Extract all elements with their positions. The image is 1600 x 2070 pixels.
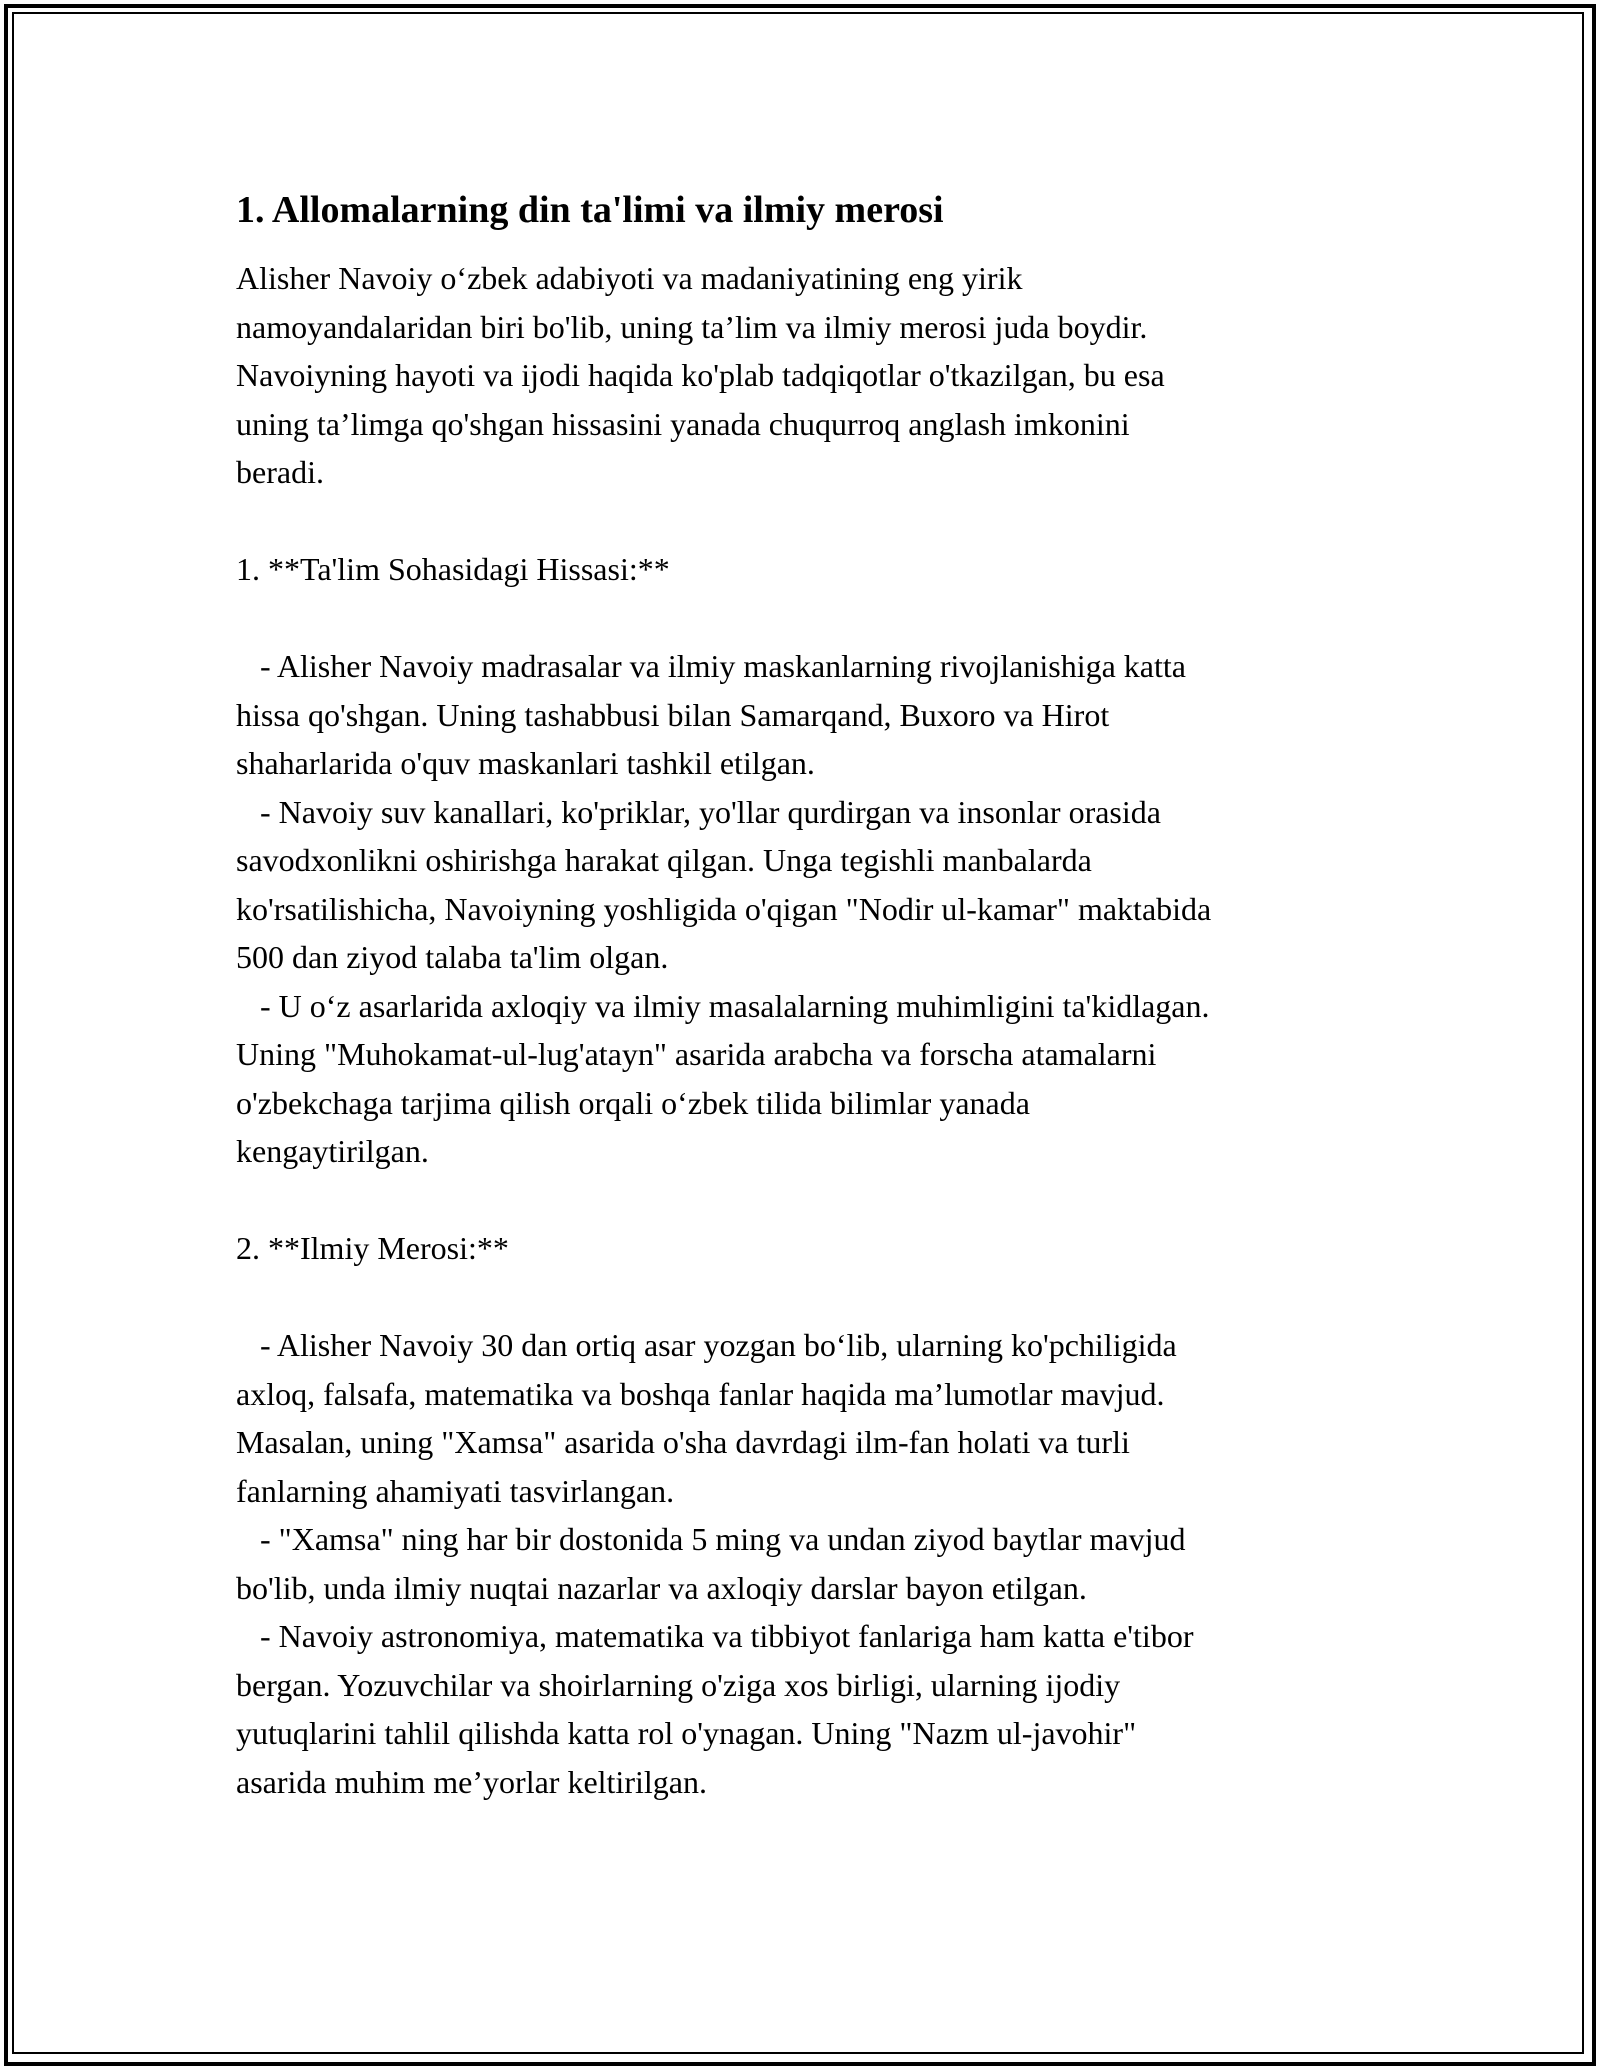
heritage-bullet-1: - Alisher Navoiy 30 dan ortiq asar yozgan bo‘lib, ularning ko'pchiligida axloq, falsafa, matematika va boshqa fanlar haqida ma’lumotlar mavjud. Masalan, uning "Xamsa" asarida o'sha davrdagi ilm-fan holati va turli fanlarning ahamiyati tasvirlangan.	[236, 1327, 1177, 1509]
blank-line	[236, 1273, 1376, 1322]
section-heading-education: 1. **Ta'lim Sohasidagi Hissasi:**	[236, 551, 670, 587]
heritage-bullet-2: - "Xamsa" ning har bir dostonida 5 ming va undan ziyod baytlar mavjud bo'lib, unda ilmiy nuqtai nazarlar va axloqiy darslar bayon etilgan.	[236, 1521, 1186, 1606]
blank-line	[236, 497, 1376, 546]
section-heading-heritage: 2. **Ilmiy Merosi:**	[236, 1230, 509, 1266]
document-body	[236, 186, 1376, 1806]
blank-line	[236, 1176, 1376, 1225]
education-bullet-2: - Navoiy suv kanallari, ko'priklar, yo'llar qurdirgan va insonlar orasida savodxonlikni oshirishga harakat qilgan. Unga tegishli manbalarda ko'rsatilishicha, Navoiyning yoshligida o'qigan "Nodir ul-kamar" maktabida 500 dan ziyod talaba ta'lim olgan.	[236, 793, 1212, 975]
education-bullet-1: - Alisher Navoiy madrasalar va ilmiy maskanlarning rivojlanishiga katta hissa qo'shgan. Uning tashabbusi bilan Samarqand, Buxoro va Hirot shaharlarida o'quv maskanlari tashkil etilgan.	[236, 648, 1186, 781]
intro-paragraph: Alisher Navoiy o‘zbek adabiyoti va madaniyatining eng yirik namoyandalaridan biri bo'lib, uning ta’lim va ilmiy merosi juda boydir. Navoiyning hayoti va ijodi haqida ko'plab tadqiqotlar o'tkazilgan, bu esa uning ta’limga qo'shgan hissasini yanada chuqurroq anglash imkonini beradi.	[236, 260, 1165, 490]
blank-line	[236, 594, 1376, 643]
heritage-bullet-3: - Navoiy astronomiya, matematika va tibbiyot fanlariga ham katta e'tibor bergan. Yozuvchilar va shoirlarning o'ziga xos birligi, ularning ijodiy yutuqlarini tahlil qilishda katta rol o'ynagan. Uning "Nazm ul-javohir" asarida muhim me’yorlar keltirilgan.	[236, 1618, 1194, 1800]
education-bullet-3: - U o‘z asarlarida axloqiy va ilmiy masalalarning muhimligini ta'kidlagan. Uning "Muhokamat-ul-lug'atayn" asarida arabcha va forscha atamalarni o'zbekchaga tarjima qilish orqali o‘zbek tilida bilimlar yanada kengaytirilgan.	[236, 987, 1210, 1169]
document-title: 1. Allomalarning din ta'limi va ilmiy merosi	[236, 189, 944, 231]
